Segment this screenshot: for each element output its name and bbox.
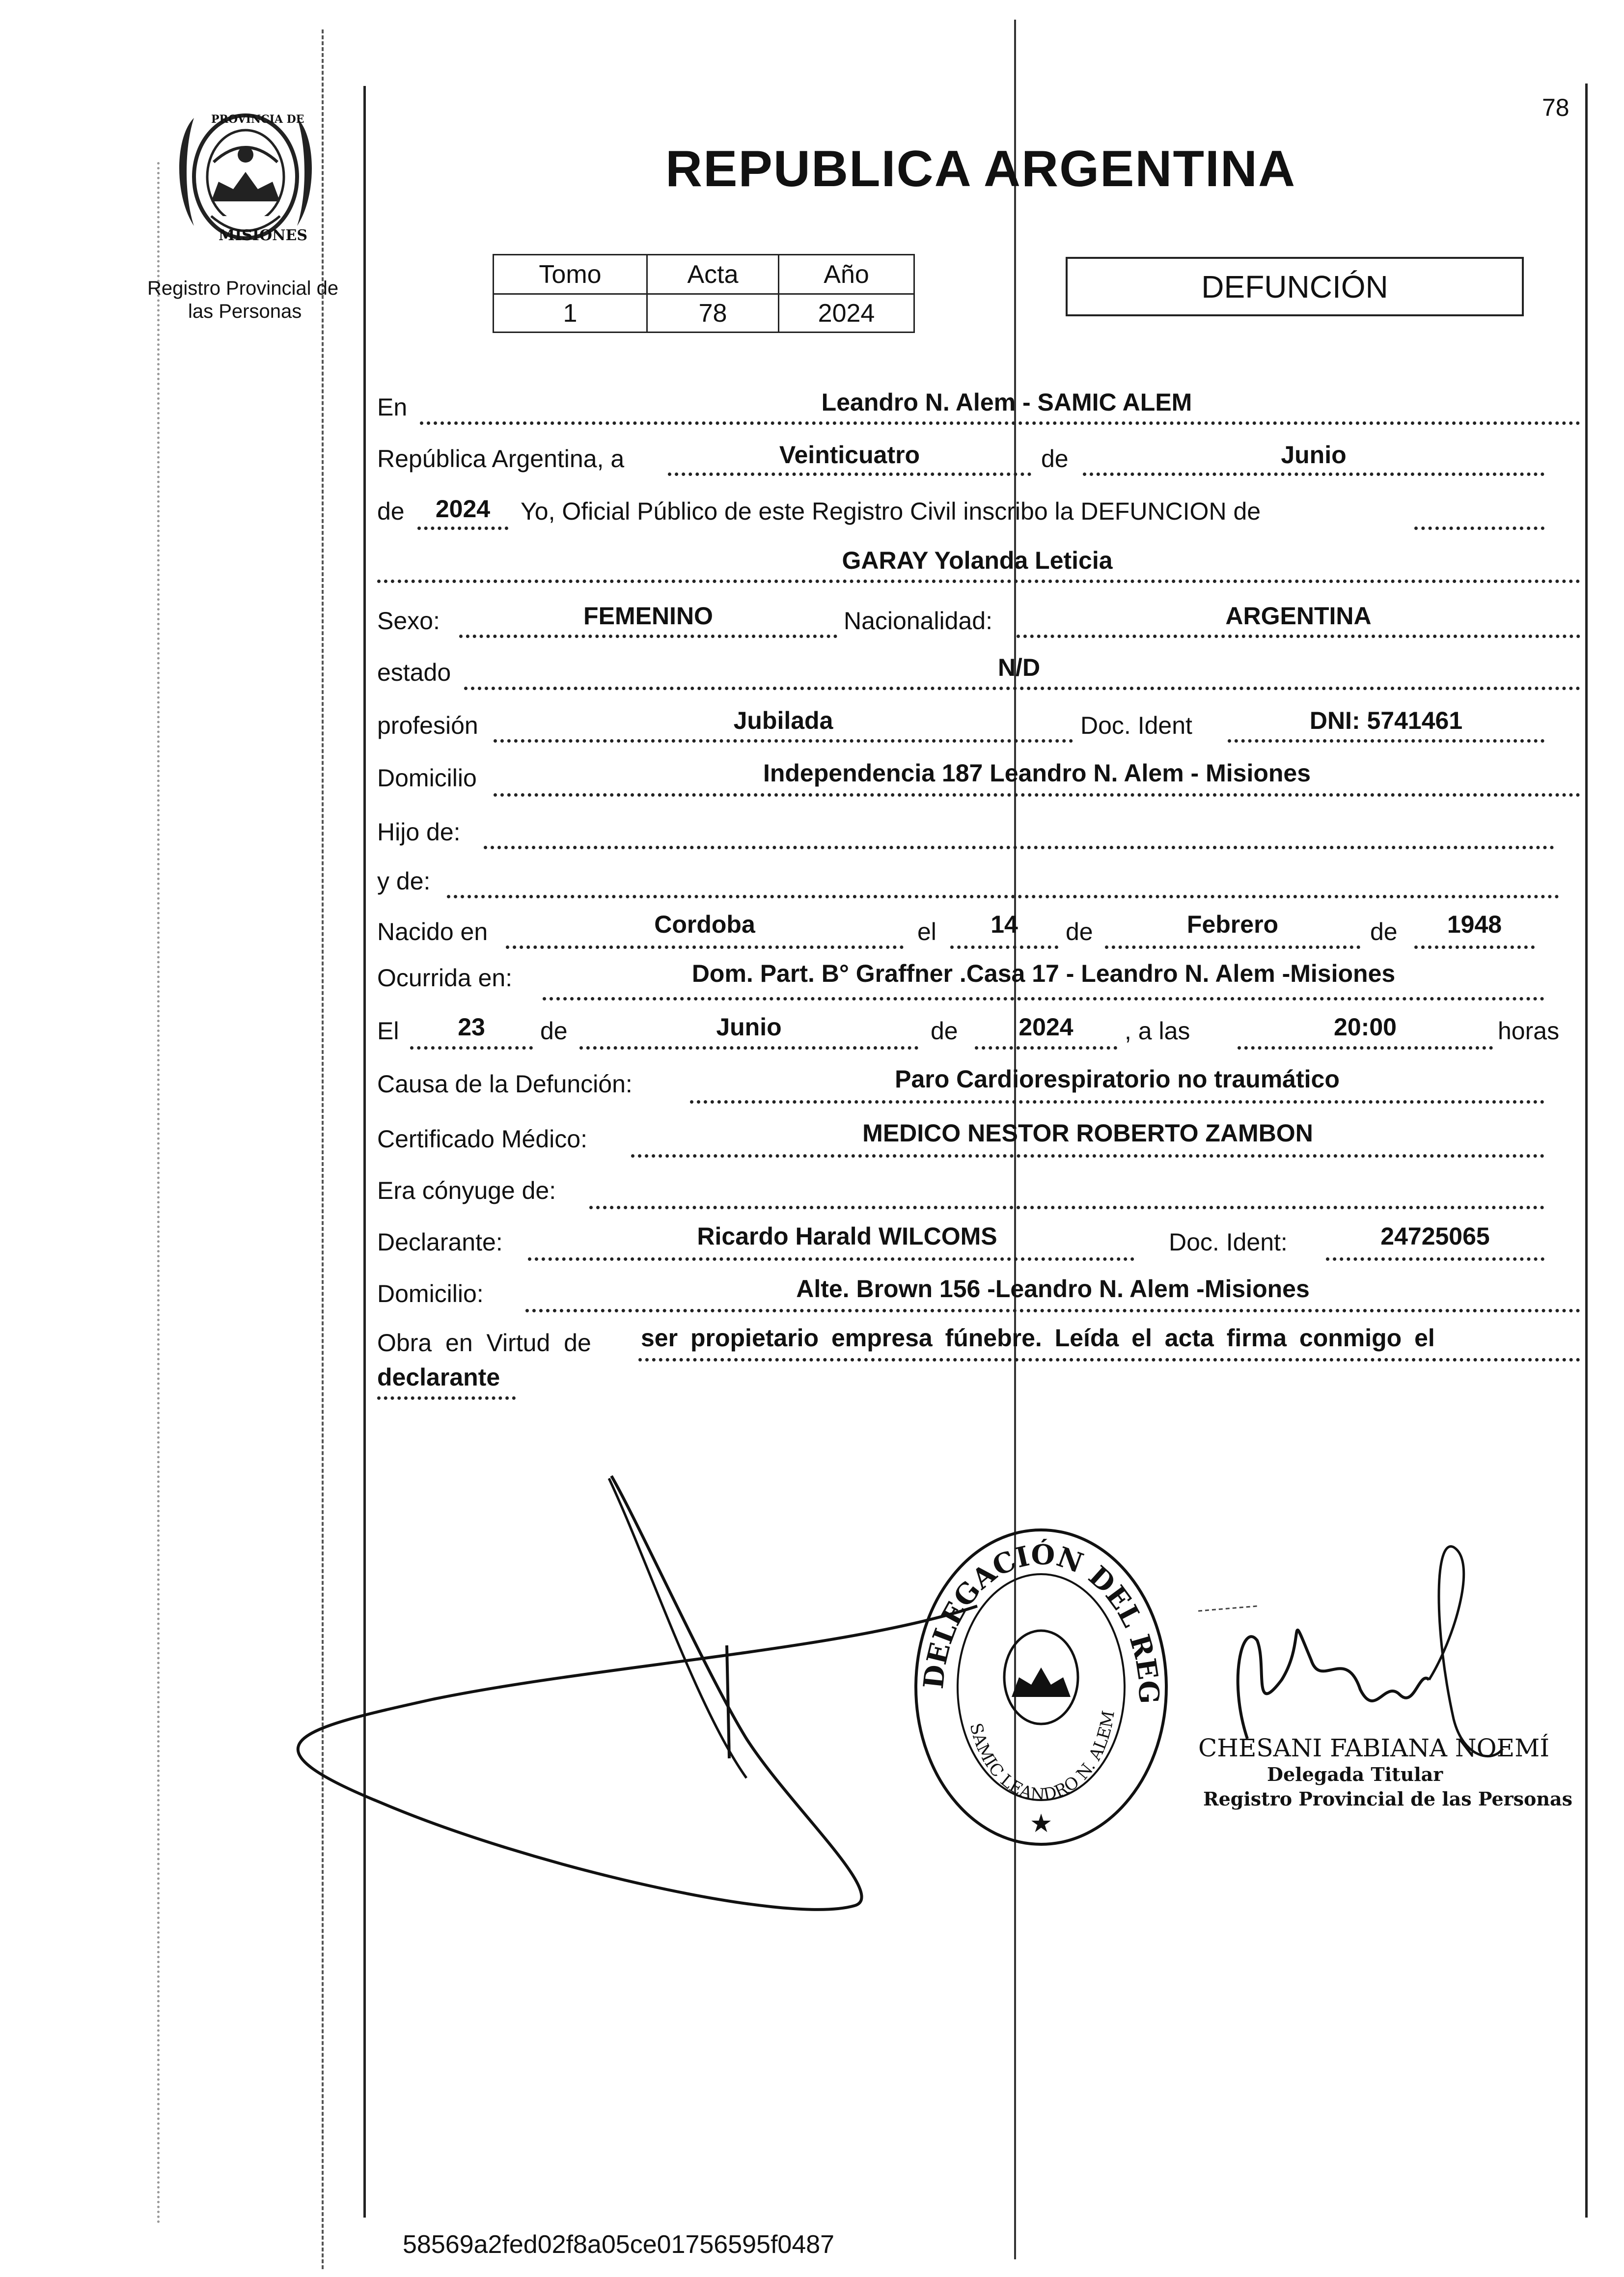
field-day-words: Veinticuatro [779,441,920,469]
label-conyuge: Era cónyuge de: [377,1177,556,1204]
field-cause: Paro Cardiorespiratorio no traumático [895,1065,1340,1093]
label-a-las: , a las [1125,1017,1190,1045]
margin-dots [157,162,160,2225]
label-de-birth-month: de [1066,918,1093,945]
stamp-star: ★ [1029,1809,1053,1838]
field-month: Junio [1281,441,1347,469]
crest-bottom-text: MISIONES [219,227,308,244]
line-status [464,687,1580,690]
field-profession: Jubilada [733,707,833,734]
line-birth-day [950,945,1058,949]
field-declarant: Ricardo Harald WILCOMS [697,1222,997,1250]
line-profession [494,739,1073,743]
line-cause [690,1100,1544,1104]
record-type-box [1066,257,1524,316]
table-cell: 78 [647,294,779,333]
line-death-year [975,1046,1117,1050]
field-civil-status: N/D [997,654,1041,681]
label-de-death-year: de [931,1017,958,1045]
label-de-birth-year: de [1370,918,1398,945]
svg-text:DELEGACIÓN DEL REGISTRO DE LAS [904,1520,1165,1704]
field-declarant-address: Alte. Brown 156 -Leandro N. Alem -Misiones [796,1275,1310,1303]
label-el-cap: El [377,1017,399,1045]
field-deceased-name: GARAY Yolanda Leticia [842,547,1113,574]
line-birth-place [506,945,904,949]
label-yo-oficial: Yo, Oficial Público de este Registro Civil inscribo la DEFUNCION de [521,498,1261,525]
line-in-virtue-1 [638,1358,1580,1361]
label-doc-ident: Doc. Ident [1080,712,1192,739]
line-declarant-address [525,1309,1580,1312]
stamp-outer-text: DELEGACIÓN DEL REG [917,1538,1165,1705]
line-year [417,527,508,530]
table-header: Año [779,255,914,294]
field-birth-place: Cordoba [654,911,755,938]
label-doc-ident2: Doc. Ident: [1169,1228,1288,1256]
stamp-inner-text: SAMIC LEANDRO N. ALEM [965,1709,1119,1805]
label-causa: Causa de la Defunción: [377,1070,633,1098]
signatory-role: Delegada Titular [1267,1763,1443,1785]
line-place [420,421,1580,425]
line-doc [1228,739,1544,743]
line-certificate [631,1154,1544,1158]
line-day [668,472,1031,476]
page-number: 78 [1542,94,1569,121]
record-table [493,254,915,333]
field-address: Independencia 187 Leandro N. Alem - Misiones [763,759,1311,787]
registry-line1: Registro Provincial de [147,278,339,299]
field-place: Leandro N. Alem - SAMIC ALEM [821,389,1192,416]
line-name [377,580,1580,583]
label-sexo: Sexo: [377,607,440,635]
province-crest [165,98,327,260]
field-birth-year: 1948 [1447,911,1502,938]
field-birth-day: 14 [991,911,1018,938]
right-margin-line [1585,83,1588,2218]
field-sex: FEMENINO [583,602,713,630]
line-declarant [528,1257,1134,1261]
line-death-time [1238,1046,1493,1050]
label-el: el [917,918,936,945]
line-in-virtue-2 [377,1396,516,1400]
label-nacionalidad: Nacionalidad: [844,607,992,635]
line-declarant-doc [1326,1257,1544,1261]
table-cell: 2024 [779,294,914,333]
label-nacido-en: Nacido en [377,918,488,945]
signatory-office: Registro Provincial de las Personas [1203,1788,1573,1810]
label-de: de [1041,445,1069,472]
line-son-of [484,846,1554,849]
line-nationality [1017,635,1580,638]
label-obra-en: Obra en Virtud de [377,1329,591,1357]
field-birth-month: Febrero [1186,911,1279,938]
field-in-virtue-2: declarante [377,1363,500,1391]
line-address [494,793,1580,797]
line-birth-year [1414,945,1535,949]
label-de-death-month: de [540,1017,568,1045]
line-after-de [1414,527,1544,530]
field-death-month: Junio [716,1013,782,1041]
line-sex [459,635,837,638]
line-and-of [447,895,1559,898]
registry-line2: las Personas [188,301,302,322]
label-domicilio2: Domicilio: [377,1280,484,1307]
label-republica: República Argentina, a [377,445,625,472]
field-doc-id: DNI: 5741461 [1309,707,1463,734]
label-profesion: profesión [377,712,478,739]
line-occurred [543,997,1544,1000]
field-medical-certificate: MEDICO NESTOR ROBERTO ZAMBON [862,1119,1313,1147]
label-hijo-de: Hijo de: [377,818,461,846]
field-death-year: 2024 [1018,1013,1073,1041]
official-stamp [904,1520,1179,1864]
label-domicilio: Domicilio [377,764,477,792]
field-death-day: 23 [458,1013,485,1041]
table-cell: 1 [494,294,647,333]
declarant-signature [255,1464,982,1930]
label-declarante: Declarante: [377,1228,503,1256]
line-death-month [579,1046,918,1050]
field-death-time: 20:00 [1334,1013,1397,1041]
line-spouse [589,1206,1544,1209]
table-header: Tomo [494,255,647,294]
line-death-day [410,1046,533,1050]
field-nationality: ARGENTINA [1225,602,1372,630]
label-horas: horas [1498,1017,1560,1045]
table-header: Acta [647,255,779,294]
binding-dash-line [322,29,324,2269]
line-month [1083,472,1544,476]
crest-top-text: PROVINCIA DE [211,113,304,126]
field-in-virtue-1: ser propietario empresa fúnebre. Leída el acta firma conmigo el [641,1324,1435,1352]
label-y-de: y de: [377,867,431,895]
label-de-year: de [377,498,405,525]
record-type: DEFUNCIÓN [1201,269,1388,305]
line-birth-month [1105,945,1360,949]
page-title: REPUBLICA ARGENTINA [665,140,1296,197]
label-en: En [377,393,408,421]
label-certificado: Certificado Médico: [377,1125,587,1153]
field-declarant-doc: 24725065 [1380,1222,1490,1250]
signatory-name: CHESANI FABIANA NOEMÍ [1198,1734,1550,1762]
field-occurred-at: Dom. Part. B° Graffner .Casa 17 - Leandro N. Alem -Misiones [691,960,1396,987]
footer-hash: 58569a2fed02f8a05ce01756595f0487 [403,2230,835,2259]
field-year: 2024 [435,495,491,523]
label-estado: estado [377,659,451,686]
label-ocurrida-en: Ocurrida en: [377,964,513,992]
